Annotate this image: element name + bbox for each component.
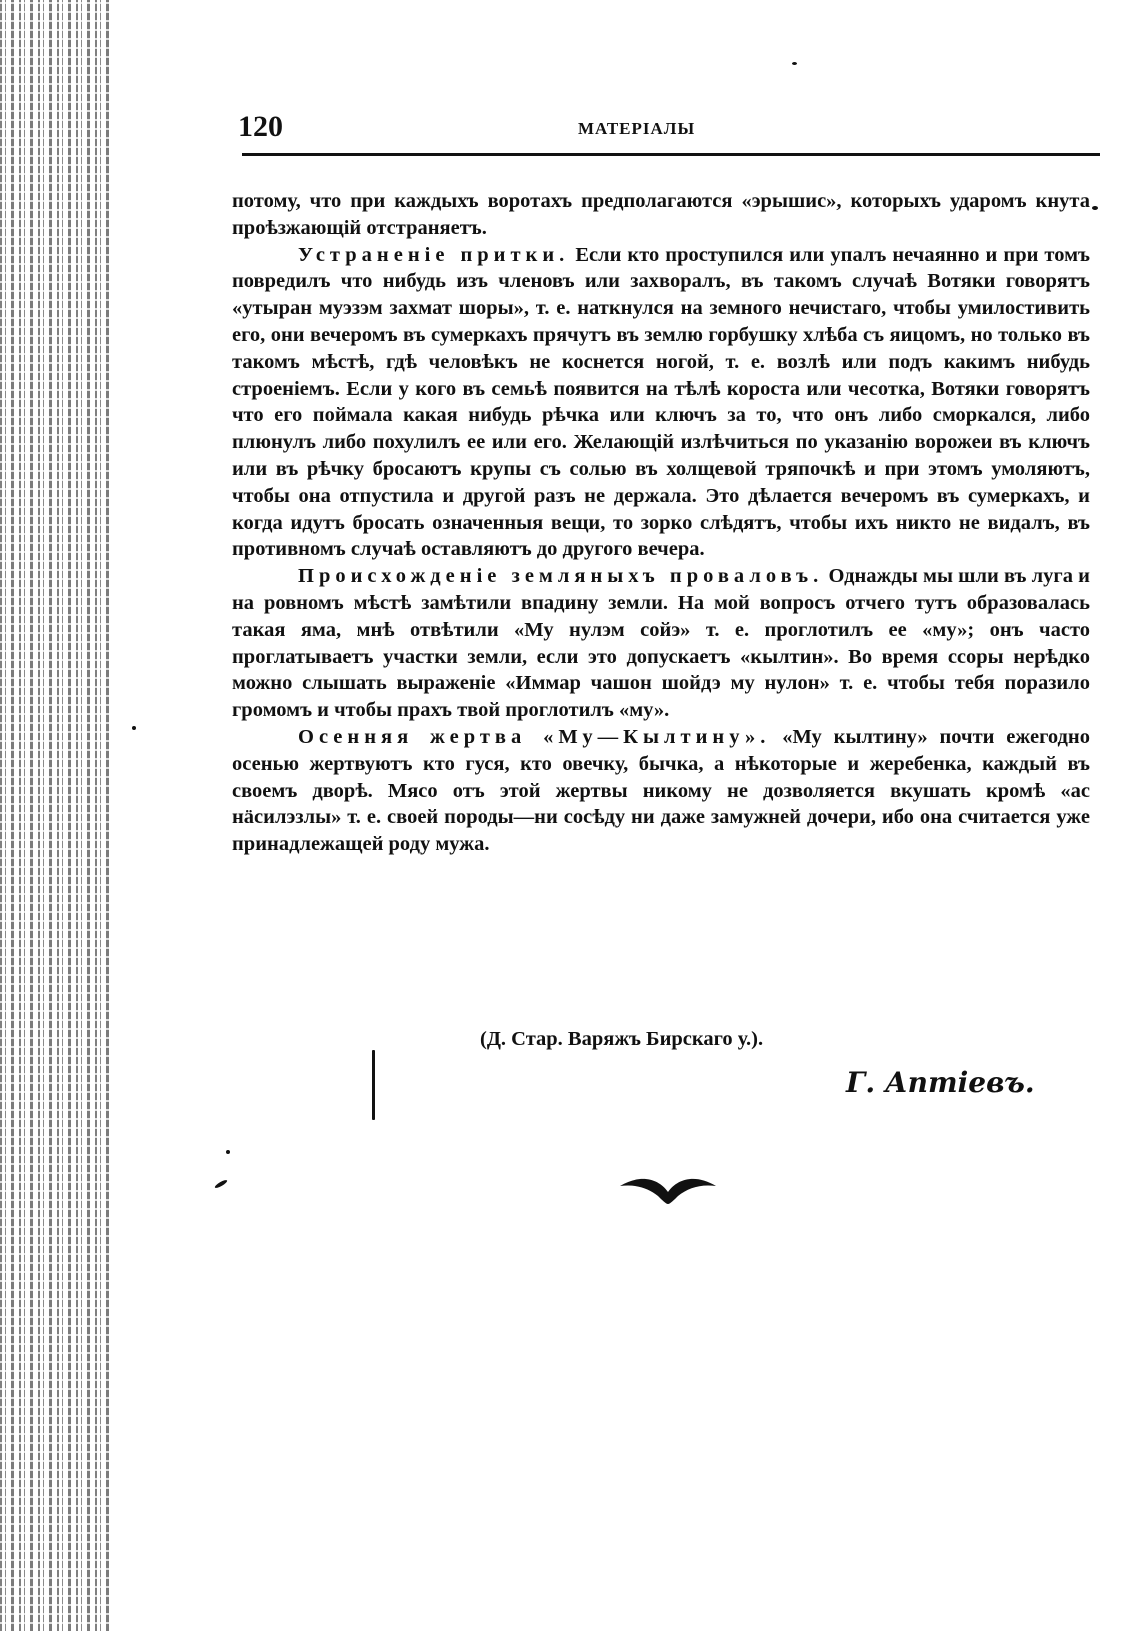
scan-edge-noise — [0, 0, 112, 1631]
paragraph-zhertva — [232, 724, 1090, 858]
paragraph-provaly-text: Однажды мы шли въ луга и на ровномъ мѣстѣ замѣтили впадину земли. На мой вопросъ отчего тутъ образовалась такая яма, мнѣ отвѣтили «Му нулэм сойэ» т. е. проглотилъ ее «му»; онъ часто проглатываетъ участки земли, если это допускаетъ «кылтин». Во время ссоры нерѣдко можно слышать выраженіе «Иммар чашон шойдэ му нулон» т. е. чтобы тебя поразило громомъ и чтобы прахъ твой проглотилъ «му». — [232, 565, 1090, 722]
paragraph-pritki — [232, 242, 1090, 564]
paragraph-provaly — [232, 563, 1090, 724]
section-heading-pritki: Устраненіе притки. — [298, 243, 570, 266]
paragraph-pritki-text: Если кто проступился или упалъ нечаянно и при томъ повредилъ что нибудь изъ членовъ или захворалъ, въ такомъ случаѣ Вотяки говорятъ «утыран муэзэм захмат шоры», т. е. наткнулся на земного нечистаго, чтобы умилостивить его, они вечеромъ въ сумеркахъ прячутъ въ землю горбушку хлѣба съ яицомъ, но только въ такомъ мѣстѣ, гдѣ человѣкъ не коснется ногой, т. е. возлѣ или подъ какимъ нибудь строеніемъ. Если у кого въ семьѣ появится на тѣлѣ короста или чесотка, Вотяки говорятъ что его поймала какая нибудь рѣчка или ключъ за то, что онъ либо сморкался, либо плюнулъ либо похулилъ ее или его. Желающій излѣчиться по указанію ворожеи въ ключъ или въ рѣчку бросаютъ крупы съ солью въ холщевой тряпочкѣ и при этомъ умоляютъ, чтобы она отпустила и другой разъ не держала. Это дѣлается вечеромъ въ сумеркахъ, и когда идутъ бросать означенныя вещи, то зорко слѣдятъ, чтобы ихъ никто не видалъ, въ противномъ случаѣ оставляютъ до другого вечера. — [232, 243, 1091, 561]
paragraph-continuation: потому, что при каждыхъ воротахъ предполагаются «эрышис», которыхъ ударомъ кнута проѣзжающій отстраняетъ. — [232, 190, 1090, 239]
running-head: МАТЕРІАЛЫ — [578, 119, 696, 138]
header-rule — [242, 153, 1100, 156]
source-line: (Д. Стар. Варяжъ Бирскаго у.). — [480, 1028, 764, 1050]
paragraph-zhertva-text: «Му кылтину» почти ежегодно осенью жертвуютъ кто гуся, кто овечку, бычка, а нѣкоторые и жеребенка, каждый въ своемъ дворѣ. Мясо отъ этой жертвы никому не дозволяется вкушать кромѣ «ас нäсилэзлы» т. е. своей породы—ни сосѣду ни даже замужней дочери, ибо она считается уже принадлежащей роду мужа. — [232, 725, 1090, 856]
scan-speck — [226, 1150, 230, 1154]
section-heading-zhertva: Осенняя жертва «Му—Кылтину». — [298, 725, 771, 748]
scan-mark — [214, 1179, 228, 1189]
section-heading-provaly: Происхожденіе земляныхъ проваловъ. — [298, 565, 824, 588]
scan-speck — [792, 62, 797, 65]
signature: Г. Аптіевъ. — [846, 1066, 1035, 1099]
scan-mark — [372, 1050, 375, 1120]
scan-speck — [132, 726, 136, 730]
body-text — [232, 188, 1090, 858]
page-number: 120 — [238, 110, 283, 143]
bird-ornament-icon — [618, 1170, 718, 1210]
page-header — [238, 110, 1100, 144]
scan-speck — [1092, 206, 1098, 210]
